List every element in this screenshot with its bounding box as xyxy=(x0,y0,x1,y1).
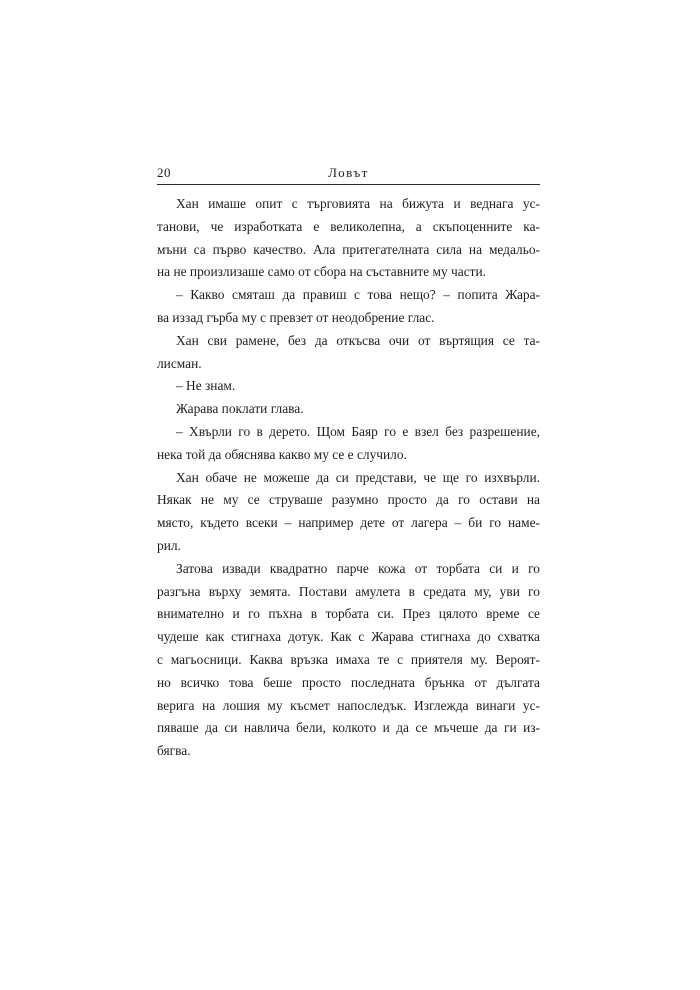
text-line: – Хвърли го в дерето. Щом Баяр го е взел без разрешение, xyxy=(176,423,540,439)
text-line: танови, че изработката е великолепна, а скъпоценните ка- xyxy=(157,218,540,234)
text-line: разгъна върху земята. Постави амулета в средата му, уви го xyxy=(157,583,540,599)
text-line: Хан обаче не можеше да си представи, че ще го изхвърли. xyxy=(176,469,540,485)
text-line: лисман. xyxy=(157,355,202,371)
text-line: внимателно и го пъхна в торбата си. През цялото време се xyxy=(157,606,540,622)
running-head xyxy=(157,165,540,185)
text-line: мъни са първо качество. Ала притегателната сила на медальо- xyxy=(157,241,540,257)
text-line: с магьосници. Каква връзка имаха те с приятеля му. Вероят- xyxy=(157,651,540,667)
text-line: Жарава поклати глава. xyxy=(176,401,304,417)
text-line: верига на лошия му късмет напоследък. Изглежда винаги ус- xyxy=(157,697,540,713)
text-line: място, където всеки – например дете от лагера – би го наме- xyxy=(157,515,540,531)
chapter-title: Ловът xyxy=(328,165,369,180)
text-line: – Не знам. xyxy=(176,378,236,394)
text-line: нека той да обяснява какво му се е случило. xyxy=(157,446,407,462)
body-text xyxy=(157,193,540,763)
text-line: Хан сви рамене, без да откъсва очи от въртящия се та- xyxy=(176,332,540,348)
text-line: чудеше как стигнаха дотук. Как с Жарава стигнаха до схватка xyxy=(157,629,540,645)
text-line: пяваше да си навлича бели, колкото и да се мъчеше да ги из- xyxy=(157,720,540,736)
text-line: Затова извади квадратно парче кожа от торбата си и го xyxy=(176,560,540,576)
text-line: бягва. xyxy=(157,743,191,759)
text-line: Някак не му се струваше разумно просто да го остави на xyxy=(157,492,540,508)
text-line: но всичко това беше просто последната брънка от дългата xyxy=(157,674,540,690)
text-line: Хан имаше опит с търговията на бижута и веднага ус- xyxy=(176,196,540,211)
text-line: на не произлизаше само от сбора на съставните му части. xyxy=(157,264,487,280)
text-line: рил. xyxy=(157,537,181,553)
text-line: – Какво смяташ да правиш с това нещо? – попита Жара- xyxy=(176,287,540,303)
page-number: 20 xyxy=(157,165,171,180)
text-line: ва иззад гърба му с превзет от неодобрение глас. xyxy=(157,309,435,325)
